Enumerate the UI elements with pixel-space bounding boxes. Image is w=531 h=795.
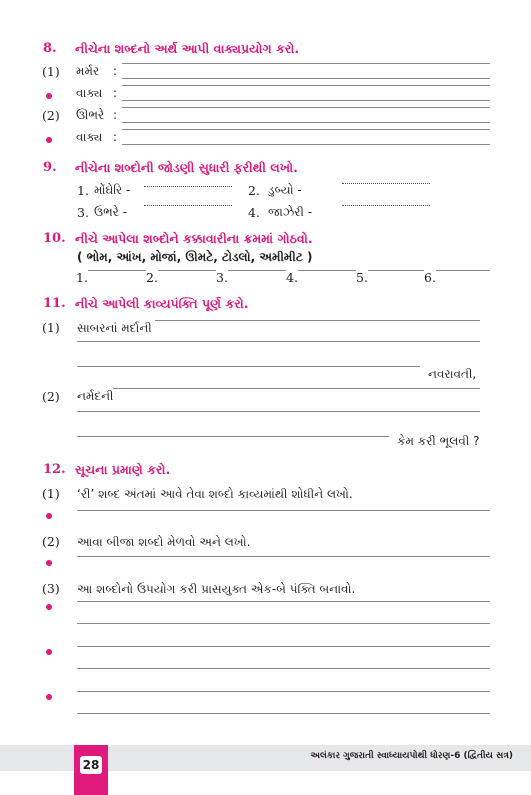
q11-p2-marker: (2) bbox=[42, 389, 60, 404]
q12-task3-line-4[interactable] bbox=[77, 668, 490, 669]
q10-slot-2: 2. bbox=[146, 270, 158, 285]
q9-item3-answer-line[interactable] bbox=[144, 205, 232, 206]
q10-slot-4-line[interactable] bbox=[298, 270, 356, 271]
q11-p2-line-1[interactable] bbox=[113, 388, 480, 389]
q12-task3-bullet-1 bbox=[46, 604, 52, 610]
q10-slot-6-line[interactable] bbox=[436, 270, 490, 271]
q8-row3-marker: (2) bbox=[42, 108, 60, 123]
q8-row3-line-b[interactable] bbox=[122, 122, 490, 123]
q8-number: 8. bbox=[43, 41, 57, 56]
q9-item1-word: મોંઘેરિ - bbox=[94, 183, 131, 197]
q12-task3-bullet-2 bbox=[46, 649, 52, 655]
q10-slot-3-line[interactable] bbox=[228, 270, 286, 271]
q12-task3-line-6[interactable] bbox=[77, 713, 490, 714]
q10-slot-5-line[interactable] bbox=[368, 270, 424, 271]
q8-row1-marker: (1) bbox=[42, 64, 60, 79]
q11-p1-line-2[interactable] bbox=[77, 341, 480, 342]
q9-item2-answer-line[interactable] bbox=[342, 183, 430, 184]
q9-item2-word: ડુબ્યો - bbox=[268, 183, 302, 197]
q9-item2-number: 2. bbox=[248, 183, 260, 198]
q10-slot-4: 4. bbox=[286, 270, 298, 285]
page-number: 28 bbox=[80, 756, 102, 774]
q12-task3-line-3[interactable] bbox=[77, 646, 490, 647]
q8-title: નીચેના શબ્દનો અર્થ આપી વાક્યપ્રયોગ કરો. bbox=[75, 41, 300, 56]
q8-row1-line-a bbox=[122, 63, 490, 64]
q12-task2-marker: (2) bbox=[42, 534, 60, 549]
q10-title: નીચે આપેલા શબ્દોને કક્કાવારીના ક્રમમાં ગોઠવો. bbox=[75, 231, 313, 246]
q11-p1-line-1[interactable] bbox=[155, 320, 480, 321]
q9-item3-number: 3. bbox=[77, 205, 89, 220]
q11-p2-line-3[interactable] bbox=[77, 436, 389, 437]
q12-title: સૂચના પ્રમાણે કરો. bbox=[75, 462, 171, 477]
q8-row2-line-b[interactable] bbox=[122, 100, 490, 101]
q12-task3-line-5[interactable] bbox=[77, 691, 490, 692]
q8-row4-bullet bbox=[46, 137, 52, 143]
q12-task1-marker: (1) bbox=[42, 486, 60, 501]
q8-row4-label: વાક્ય bbox=[76, 130, 103, 144]
q12-task3-marker: (3) bbox=[42, 581, 60, 596]
q10-slot-1: 1. bbox=[76, 270, 88, 285]
q10-slot-3: 3. bbox=[216, 270, 228, 285]
q9-item3-word: ઉભરે - bbox=[94, 205, 128, 219]
q9-title: નીચેના શબ્દોની જોડણી સુધારી ફરીથી લખો. bbox=[75, 160, 298, 175]
q8-row3-colon: : bbox=[113, 108, 118, 122]
q9-number: 9. bbox=[43, 160, 57, 175]
q9-item4-number: 4. bbox=[248, 205, 260, 220]
q10-number: 10. bbox=[43, 231, 66, 246]
q10-word-list: ( ભોમ, આંખ, મોજાં, ઊમટે, ટોડલો, અમીમીટ ) bbox=[77, 250, 313, 264]
q12-task2-text: આવા બીજા શબ્દો મેળવો અને લખો. bbox=[77, 535, 251, 549]
q11-number: 11. bbox=[43, 296, 66, 311]
q12-task1-bullet bbox=[46, 513, 52, 519]
q11-p2-end: કેમ કરી ભૂલવી ? bbox=[397, 434, 480, 448]
q12-task2-bullet bbox=[46, 560, 52, 566]
q9-item4-answer-line[interactable] bbox=[342, 205, 430, 206]
q9-item4-word: જાઝેરી - bbox=[268, 205, 313, 219]
q11-p1-line-3[interactable] bbox=[77, 366, 420, 367]
q10-slot-1-line[interactable] bbox=[88, 270, 146, 271]
q12-task3-line-2[interactable] bbox=[77, 623, 490, 624]
q9-item1-answer-line[interactable] bbox=[144, 186, 232, 187]
q8-row3-line-a bbox=[122, 107, 490, 108]
q11-p1-end: નવરાવતી, bbox=[428, 367, 477, 381]
q11-p1-start: સાબરનાં મર્દાની bbox=[77, 321, 152, 335]
q10-slot-6: 6. bbox=[424, 270, 436, 285]
q9-item1-number: 1. bbox=[77, 183, 89, 198]
q12-task3-line-1[interactable] bbox=[77, 601, 490, 602]
q8-row2-label: વાક્ય bbox=[76, 86, 103, 100]
q12-task3-text: આ શબ્દોનો ઉપયોગ કરી પ્રાસયુક્ત એક-બે પંક્તિ બનાવો. bbox=[77, 582, 356, 596]
q8-row4-line-a bbox=[122, 129, 490, 130]
q8-row2-line-a bbox=[122, 85, 490, 86]
q8-row4-colon: : bbox=[113, 130, 118, 144]
q11-title: નીચે આપેલી કાવ્યપંક્તિ પૂર્ણ કરો. bbox=[75, 296, 249, 311]
footer-book-title: અલંકાર ગુજરાતી સ્વાધ્યાયપોથી ધોરણ-6 (દ્વિતીય સત્ર) bbox=[310, 751, 513, 761]
q8-row2-colon: : bbox=[113, 86, 118, 100]
q12-task2-line[interactable] bbox=[77, 556, 490, 557]
q12-task3-bullet-3 bbox=[46, 694, 52, 700]
q8-row3-label: ઊભરે bbox=[76, 108, 105, 122]
q11-p2-start: નર્મદની bbox=[77, 389, 114, 403]
q11-p2-line-2[interactable] bbox=[77, 411, 480, 412]
q12-task1-line[interactable] bbox=[77, 510, 490, 511]
q11-p1-marker: (1) bbox=[42, 320, 60, 335]
q8-row4-line-b[interactable] bbox=[122, 144, 490, 145]
q8-row1-colon: : bbox=[113, 64, 118, 78]
q12-task1-text: ‘રી’ શબ્દ અંતમાં આવે તેવા શબ્દો કાવ્યમાંથી શોધીને લખો. bbox=[77, 487, 353, 501]
q8-row1-label: મર્મર bbox=[76, 64, 100, 78]
q10-slot-5: 5. bbox=[356, 270, 368, 285]
q10-slot-2-line[interactable] bbox=[158, 270, 216, 271]
q8-row2-bullet bbox=[46, 93, 52, 99]
q12-number: 12. bbox=[43, 462, 66, 477]
q8-row1-line-b[interactable] bbox=[122, 78, 490, 79]
